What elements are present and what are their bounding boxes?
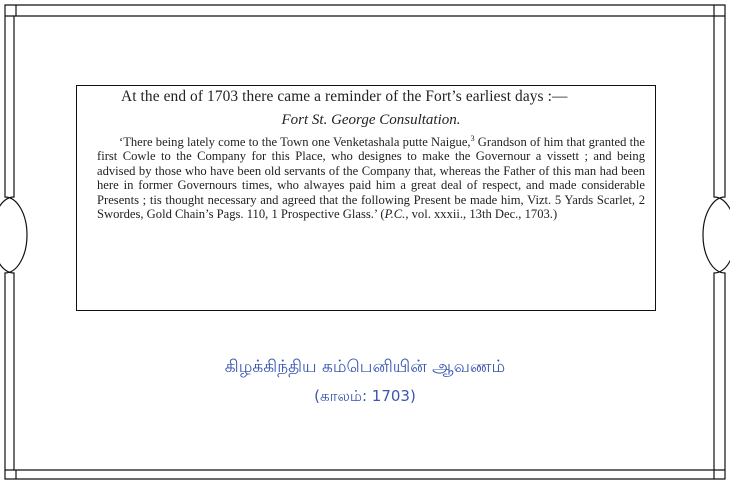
citation: (P.C., vol. xxxii., 13th Dec., 1703.) xyxy=(380,207,558,222)
book-excerpt xyxy=(76,85,656,311)
excerpt-lead: At the end of 1703 there came a reminder of the Fort’s earliest days :— xyxy=(121,88,568,105)
excerpt-body xyxy=(97,135,645,221)
footnote-mark: 3 xyxy=(470,133,475,143)
excerpt-body-start: ‘There being lately come to the Town one Venketashala putte Naigue, xyxy=(119,135,471,149)
citation-source: P.C. xyxy=(384,207,406,222)
caption-title: கிழக்கிந்திய கம்பெனியின் ஆவணம் xyxy=(224,357,506,377)
citation-rest: , vol. xxxii., 13th Dec., 1703.) xyxy=(405,207,558,222)
excerpt-body-rest: Grandson of him that granted the first Cowle to the Company for this Place, who designes to make the Governour a vissett ; and being advised by those who have been old servants of the Company that, whereas the Father of this man had been here in former Governours times, who alwayes paid him a great deal of respect, and made considerable Presents ; tis thought necessary and agreed that the following Present be made him, Vizt. 5 Yards Scarlet, 2 Swordes, Gold Chain’s Pags. 110, 1 Prospective Glass.’ xyxy=(97,135,645,222)
excerpt-heading: Fort St. George Consultation. xyxy=(281,112,461,128)
caption-subtitle: (காலம்: 1703) xyxy=(314,387,416,405)
